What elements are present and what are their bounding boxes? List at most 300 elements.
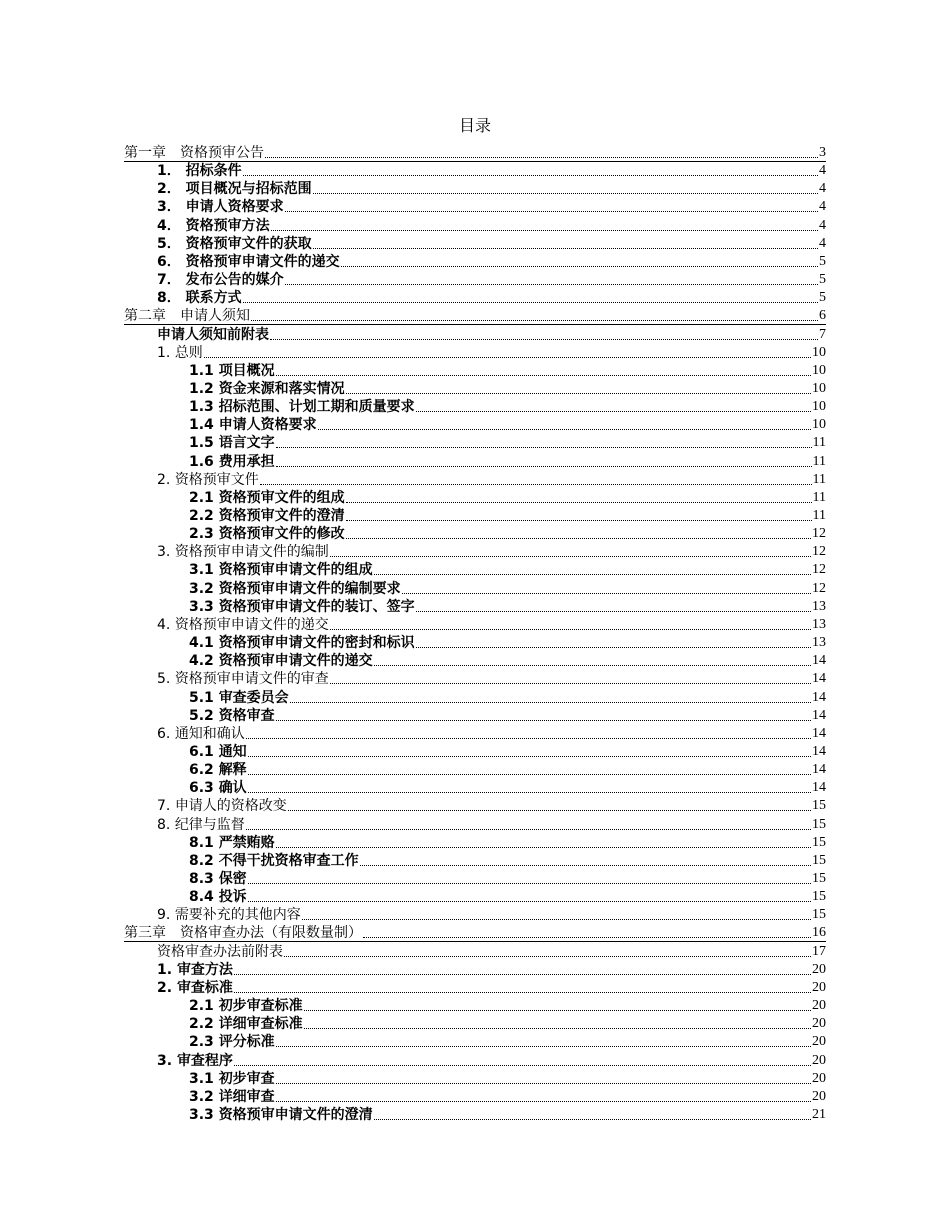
toc-entry-page: 15	[812, 816, 826, 832]
toc-entry-number: 8.4	[189, 889, 219, 906]
toc-entry-text: 资格预审申请文件的编制	[174, 544, 329, 561]
toc-entry-number: 2.2	[189, 508, 219, 524]
toc-entry[interactable]	[157, 542, 826, 560]
toc-entry-number: 2.	[157, 471, 175, 488]
toc-entry-number: 4.2	[189, 653, 219, 670]
toc-entry-page: 4	[819, 199, 826, 215]
toc-entry-page: 20	[812, 998, 826, 1014]
toc-entry-number: 8.1	[189, 834, 219, 851]
toc-entry[interactable]	[189, 651, 826, 669]
dot-leader	[276, 720, 811, 721]
dot-leader	[290, 702, 811, 703]
dot-leader	[402, 593, 811, 594]
toc-entry[interactable]	[189, 887, 826, 905]
toc-entry-label	[189, 889, 247, 905]
toc-entry-page: 15	[812, 834, 826, 850]
toc-entry-number: 6.1	[189, 743, 219, 760]
dot-leader	[416, 411, 811, 412]
dot-leader	[346, 393, 811, 394]
toc-entry-label	[189, 1071, 275, 1087]
toc-entry-page: 15	[812, 871, 826, 886]
toc-entry-label	[157, 181, 312, 197]
toc-entry-label	[157, 472, 259, 488]
toc-entry[interactable]	[124, 143, 826, 162]
dot-leader	[248, 792, 811, 793]
toc-entry[interactable]	[157, 978, 826, 996]
toc-entry-number: 2．	[157, 181, 186, 198]
dot-leader	[304, 1010, 811, 1011]
toc-entry-number: 2.3	[189, 1034, 219, 1051]
dot-leader	[374, 665, 811, 666]
toc-entry-page: 21	[812, 1106, 826, 1122]
toc-entry-label	[157, 671, 329, 687]
dot-leader	[276, 466, 812, 467]
toc-entry[interactable]	[157, 252, 826, 270]
toc-entry-text: 资格预审申请文件的审查	[174, 671, 329, 688]
toc-entry-text: 资金来源和落实情况	[218, 380, 345, 397]
toc-entry-number: 3.1	[189, 562, 219, 579]
toc-entry[interactable]	[157, 325, 826, 343]
toc-entry[interactable]	[157, 615, 826, 633]
toc-entry-text: 详细审查标准	[218, 1016, 303, 1033]
toc-entry[interactable]	[189, 1105, 826, 1123]
dot-leader	[248, 774, 811, 775]
toc-entry-label	[189, 526, 345, 542]
toc-entry[interactable]	[189, 488, 826, 506]
toc-entry[interactable]	[189, 1069, 826, 1087]
toc-entry-page: 13	[812, 635, 826, 651]
toc-entry-label	[189, 871, 247, 887]
toc-entry-label	[189, 1107, 373, 1123]
toc-entry-number: 4.1	[189, 635, 219, 652]
toc-entry-number: 9.	[157, 907, 175, 924]
dot-leader	[243, 302, 818, 303]
toc-entry[interactable]	[189, 851, 826, 869]
toc-entry-text: 资格预审文件的澄清	[218, 508, 345, 524]
toc-entry-text: 第一章 资格预审公告	[124, 145, 264, 161]
dot-leader	[204, 357, 811, 358]
toc-entry-text: 项目概况与招标范围	[185, 181, 312, 198]
toc-entry-label	[157, 980, 233, 996]
toc-entry[interactable]	[157, 234, 826, 252]
toc-entry-text: 初步审查标准	[218, 998, 303, 1015]
toc-entry-label	[157, 218, 270, 234]
dot-leader	[270, 339, 818, 340]
toc-entry-label	[189, 417, 317, 433]
toc-entry-text: 通知和确认	[174, 725, 245, 742]
toc-entry-page: 20	[812, 1052, 826, 1068]
toc-entry[interactable]	[157, 942, 826, 960]
toc-entry-number: 6.	[157, 725, 175, 742]
toc-entry-number: 1．	[157, 163, 186, 180]
toc-entry-number: 5.2	[189, 707, 219, 724]
toc-entry[interactable]	[157, 161, 826, 179]
dot-leader	[276, 1101, 811, 1102]
toc-entry-number: 8.2	[189, 852, 219, 869]
toc-entry-page: 5	[819, 253, 826, 269]
toc-entry[interactable]	[189, 524, 826, 542]
toc-entry-label	[157, 199, 284, 215]
toc-entry[interactable]	[189, 397, 826, 415]
toc-entry-label	[189, 435, 275, 451]
toc-entry-number: 2.2	[189, 1016, 219, 1033]
toc-entry-number: 3.	[157, 1052, 177, 1069]
toc-entry-label	[189, 490, 345, 506]
toc-entry-text: 审查程序	[176, 1052, 233, 1069]
toc-entry-text: 资格预审申请文件的递交	[174, 616, 329, 633]
dot-leader	[313, 193, 818, 194]
toc-entry-label	[189, 998, 303, 1014]
toc-entry-text: 招标条件	[185, 163, 242, 180]
toc-entry-text: 资格预审申请文件的编制要求	[218, 580, 401, 597]
toc-entry-label	[157, 726, 245, 742]
dot-leader	[416, 611, 811, 612]
dot-leader	[276, 447, 812, 448]
toc-entry-page: 3	[819, 145, 826, 160]
toc-entry-label	[189, 708, 275, 724]
toc-entry-label	[189, 599, 415, 615]
toc-entry-number: 6.2	[189, 762, 219, 779]
toc-entry-number: 4.	[157, 616, 175, 633]
toc-entry-label	[189, 690, 289, 706]
toc-entry-text: 资格预审方法	[185, 217, 270, 234]
dot-leader	[416, 647, 811, 648]
toc-entry[interactable]	[157, 270, 826, 288]
toc-entry[interactable]	[157, 669, 826, 687]
toc-entry[interactable]	[189, 778, 826, 796]
toc-entry-label	[157, 962, 233, 978]
toc-entry-text: 详细审查	[218, 1088, 275, 1105]
toc-entry-number: 1.	[157, 344, 175, 361]
toc-entry-number: 4．	[157, 217, 186, 234]
toc-entry-text: 通知	[218, 743, 247, 760]
toc-entry-text: 发布公告的媒介	[185, 272, 284, 289]
toc-entry-page: 12	[812, 562, 826, 578]
toc-entry-number: 8．	[157, 290, 186, 307]
toc-entry[interactable]	[189, 1014, 826, 1032]
toc-entry-text: 评分标准	[218, 1034, 275, 1051]
dot-leader	[346, 520, 812, 521]
toc-entry-label	[157, 1053, 233, 1069]
toc-entry[interactable]	[189, 379, 826, 397]
toc-entry[interactable]	[189, 452, 826, 470]
toc-entry-label	[189, 381, 345, 397]
dot-leader	[265, 157, 818, 158]
toc-entry-label	[124, 145, 264, 161]
toc-entry-text: 资格预审文件的组成	[218, 489, 345, 506]
toc-entry[interactable]	[189, 742, 826, 760]
toc-entry-text: 费用承担	[218, 453, 275, 470]
toc-entry-text: 申请人的资格改变	[174, 798, 287, 815]
dot-leader	[276, 1046, 811, 1047]
toc-entry[interactable]	[157, 724, 826, 742]
toc-entry-text: 资格预审文件的获取	[185, 235, 312, 252]
toc-entry[interactable]	[189, 869, 826, 887]
toc-entry[interactable]	[124, 923, 826, 942]
toc-entry-page: 7	[819, 326, 826, 342]
toc-entry-page: 14	[812, 725, 826, 741]
toc-entry-page: 15	[812, 907, 826, 923]
dot-leader	[234, 1065, 811, 1066]
toc-entry-page: 10	[812, 399, 826, 415]
toc-entry-label	[189, 835, 275, 851]
toc-entry-label	[157, 327, 269, 343]
toc-entry[interactable]	[189, 361, 826, 379]
toc-entry-text: 资格预审申请文件的组成	[218, 562, 373, 579]
dot-leader	[318, 429, 811, 430]
toc-entry-label	[157, 617, 329, 633]
toc-entry-page: 14	[812, 689, 826, 705]
dot-leader	[330, 556, 811, 557]
toc-entry-label	[157, 290, 242, 306]
toc-entry[interactable]	[189, 415, 826, 433]
toc-entry-label	[124, 925, 362, 941]
toc-entry-label	[189, 508, 345, 524]
dot-leader	[374, 1119, 811, 1120]
toc-entry[interactable]	[189, 433, 826, 451]
toc-entry-text: 申请人资格要求	[185, 199, 284, 216]
toc-entry-text: 联系方式	[185, 290, 242, 307]
toc-entry[interactable]	[189, 706, 826, 724]
dot-leader	[284, 956, 811, 957]
toc-entry-text: 资格预审申请文件的澄清	[218, 1106, 373, 1123]
toc-entry-text: 资格预审申请文件的递交	[218, 653, 373, 670]
toc-entry-text: 不得干扰资格审查工作	[218, 852, 359, 869]
toc-entry[interactable]	[189, 560, 826, 578]
toc-entry-text: 审查标准	[176, 979, 233, 996]
dot-leader	[246, 829, 811, 830]
toc-entry-page: 14	[812, 653, 826, 669]
toc-entry-page: 15	[812, 889, 826, 905]
toc-entry-label	[157, 944, 283, 960]
toc-entry[interactable]	[189, 597, 826, 615]
toc-entry-page: 20	[812, 1034, 826, 1050]
dot-leader	[246, 738, 811, 739]
toc-entry-label	[157, 254, 340, 270]
toc-entry[interactable]	[157, 179, 826, 197]
dot-leader	[248, 756, 811, 757]
toc-entry-number: 1.6	[189, 453, 219, 470]
dot-leader	[360, 865, 811, 866]
toc-entry-page: 14	[812, 707, 826, 723]
toc-entry-page: 20	[812, 1088, 826, 1104]
toc-entry-page: 15	[812, 852, 826, 868]
dot-leader	[313, 248, 818, 249]
toc-entry-text: 资格审查	[218, 707, 275, 724]
dot-leader	[248, 901, 811, 902]
toc-entry-label	[189, 454, 275, 470]
toc-entry-number: 6．	[157, 253, 186, 270]
toc-entry-number: 5.	[157, 671, 175, 688]
toc-entry[interactable]	[157, 960, 826, 978]
toc-entry[interactable]	[189, 633, 826, 651]
toc-entry-page: 11	[812, 508, 826, 523]
toc-entry[interactable]	[189, 688, 826, 706]
toc-entry-page: 5	[819, 290, 826, 306]
dot-leader	[248, 883, 811, 884]
toc-entry-page: 4	[819, 181, 826, 197]
toc-entry-page: 14	[812, 762, 826, 778]
toc-entry-number: 1.2	[189, 380, 219, 397]
toc-entry-number: 7.	[157, 798, 175, 815]
toc-entry-page: 4	[819, 235, 826, 251]
toc-entry[interactable]	[157, 796, 826, 814]
toc-entry-page: 5	[819, 272, 826, 288]
toc-entry-label	[189, 853, 359, 869]
toc-entry-number: 2.3	[189, 526, 219, 543]
toc-entry-text: 资格审查办法前附表	[157, 943, 283, 960]
toc-entry-label	[189, 363, 275, 379]
dot-leader	[276, 1083, 811, 1084]
toc-entry-label	[189, 762, 247, 778]
dot-leader	[285, 284, 818, 285]
toc-entry-number: 1.5	[189, 435, 219, 452]
toc-entry-page: 14	[812, 743, 826, 759]
dot-leader	[260, 484, 812, 485]
toc-entry[interactable]	[124, 306, 826, 325]
toc-entry[interactable]	[189, 506, 826, 524]
dot-leader	[271, 230, 818, 231]
toc-entry-label	[157, 798, 287, 814]
toc-entry-text: 第三章 资格审查办法（有限数量制）	[124, 925, 362, 942]
toc-entry-text: 解释	[218, 762, 247, 779]
toc-entry-text: 投诉	[218, 889, 247, 906]
toc-entry-label	[189, 1089, 275, 1105]
toc-entry[interactable]	[157, 815, 826, 833]
toc-entry-number: 5．	[157, 235, 186, 252]
toc-entry-text: 申请人资格要求	[218, 417, 317, 434]
dot-leader	[341, 266, 818, 267]
toc-entry-number: 3.3	[189, 598, 219, 615]
dot-leader	[363, 937, 811, 938]
dot-leader	[330, 629, 811, 630]
toc-entry[interactable]	[157, 216, 826, 234]
toc-entry-number: 7．	[157, 272, 186, 289]
toc-entry-label	[157, 345, 203, 361]
toc-entry-label	[124, 308, 250, 324]
toc-entry-page: 6	[819, 308, 826, 324]
toc-entry-label	[189, 399, 415, 415]
toc-entry-label	[157, 907, 301, 923]
toc-entry-page: 14	[812, 671, 826, 687]
toc-entry[interactable]	[189, 996, 826, 1014]
toc-entry-number: 6.3	[189, 780, 219, 797]
toc-entry-text: 项目概况	[218, 362, 275, 379]
toc-entry-label	[189, 1034, 275, 1050]
toc-entry-number: 1.1	[189, 362, 219, 379]
toc-entry-page: 10	[812, 344, 826, 360]
dot-leader	[276, 375, 811, 376]
dot-leader	[234, 992, 811, 993]
toc-entry-number: 8.	[157, 816, 175, 833]
toc-entry[interactable]	[189, 833, 826, 851]
dot-leader	[346, 502, 812, 503]
toc-entry-page: 17	[812, 943, 826, 959]
dot-leader	[374, 574, 811, 575]
toc-entry-text: 初步审查	[218, 1070, 275, 1087]
toc-entry-page: 10	[812, 417, 826, 433]
toc-entry-text: 保密	[218, 871, 247, 887]
toc-entry-text: 严禁贿赂	[218, 834, 275, 851]
dot-leader	[243, 175, 818, 176]
toc-entry-label	[157, 163, 242, 179]
toc-entry-text: 总则	[174, 344, 203, 361]
toc-entry[interactable]	[189, 760, 826, 778]
toc-entry-number: 2.1	[189, 489, 219, 506]
toc-entry[interactable]	[189, 1032, 826, 1050]
dot-leader	[288, 810, 811, 811]
toc-entry-number: 2.1	[189, 998, 219, 1015]
dot-leader	[302, 919, 811, 920]
toc-entry-number: 3.3	[189, 1106, 219, 1123]
toc-entry[interactable]	[157, 343, 826, 361]
toc-entry-number: 3.2	[189, 1088, 219, 1105]
dot-leader	[234, 974, 811, 975]
toc-entry-number: 3.2	[189, 580, 219, 597]
toc-entry[interactable]	[157, 288, 826, 306]
toc-entry-page: 11	[812, 435, 826, 451]
toc-entry-page: 10	[812, 362, 826, 378]
toc-entry-label	[189, 1016, 303, 1032]
dot-leader	[346, 538, 811, 539]
toc-entry-page: 20	[812, 961, 826, 977]
toc-entry[interactable]	[157, 197, 826, 215]
toc-entry-page: 12	[812, 544, 826, 560]
toc-entry-text: 审查方法	[176, 961, 233, 978]
toc-entry-page: 20	[812, 979, 826, 995]
toc-entry-text: 审查委员会	[218, 689, 289, 706]
toc-entry-text: 招标范围、计划工期和质量要求	[218, 399, 415, 416]
toc-entry-label	[189, 780, 247, 796]
dot-leader	[330, 683, 811, 684]
toc-entry[interactable]	[157, 470, 826, 488]
toc-entry-page: 20	[812, 1016, 826, 1032]
toc-entry-text: 资格预审文件的修改	[218, 526, 345, 543]
toc-entry-text: 确认	[218, 780, 247, 797]
toc-entry-text: 资格预审申请文件的装订、签字	[218, 598, 415, 615]
toc-entry-text: 语言文字	[218, 435, 275, 452]
toc-entry-page: 13	[812, 598, 826, 614]
toc-entry-number: 1.	[157, 961, 177, 978]
toc-entry-page: 11	[812, 489, 826, 505]
toc-entry-text: 需要补充的其他内容	[174, 907, 301, 924]
toc-entry-page: 12	[812, 580, 826, 596]
dot-leader	[276, 847, 811, 848]
toc-entry-text: 资格预审申请文件的密封和标识	[218, 635, 415, 652]
toc-entry-number: 1.3	[189, 399, 219, 416]
toc-entry[interactable]	[189, 1087, 826, 1105]
toc-entry-number: 1.4	[189, 417, 219, 434]
toc-entry-label	[189, 744, 247, 760]
toc-entry-page: 10	[812, 380, 826, 396]
dot-leader	[304, 1028, 811, 1029]
toc-entry-number: 3.	[157, 544, 175, 561]
toc-entry[interactable]	[189, 579, 826, 597]
toc-entry-page: 14	[812, 780, 826, 796]
toc-entry[interactable]	[157, 905, 826, 923]
toc-entry-label	[189, 635, 415, 651]
toc-entry-text: 申请人须知前附表	[157, 326, 269, 343]
toc-entry-number: 3.1	[189, 1070, 219, 1087]
toc-entry-page: 11	[812, 453, 826, 469]
toc-entry-page: 16	[812, 925, 826, 941]
toc-entry-label	[189, 581, 401, 597]
toc-title: 目录	[458, 116, 491, 135]
toc-entry-page: 11	[812, 471, 826, 487]
toc-entry-label	[157, 272, 284, 288]
toc-entry[interactable]	[157, 1051, 826, 1069]
toc-entry-label	[189, 653, 373, 669]
